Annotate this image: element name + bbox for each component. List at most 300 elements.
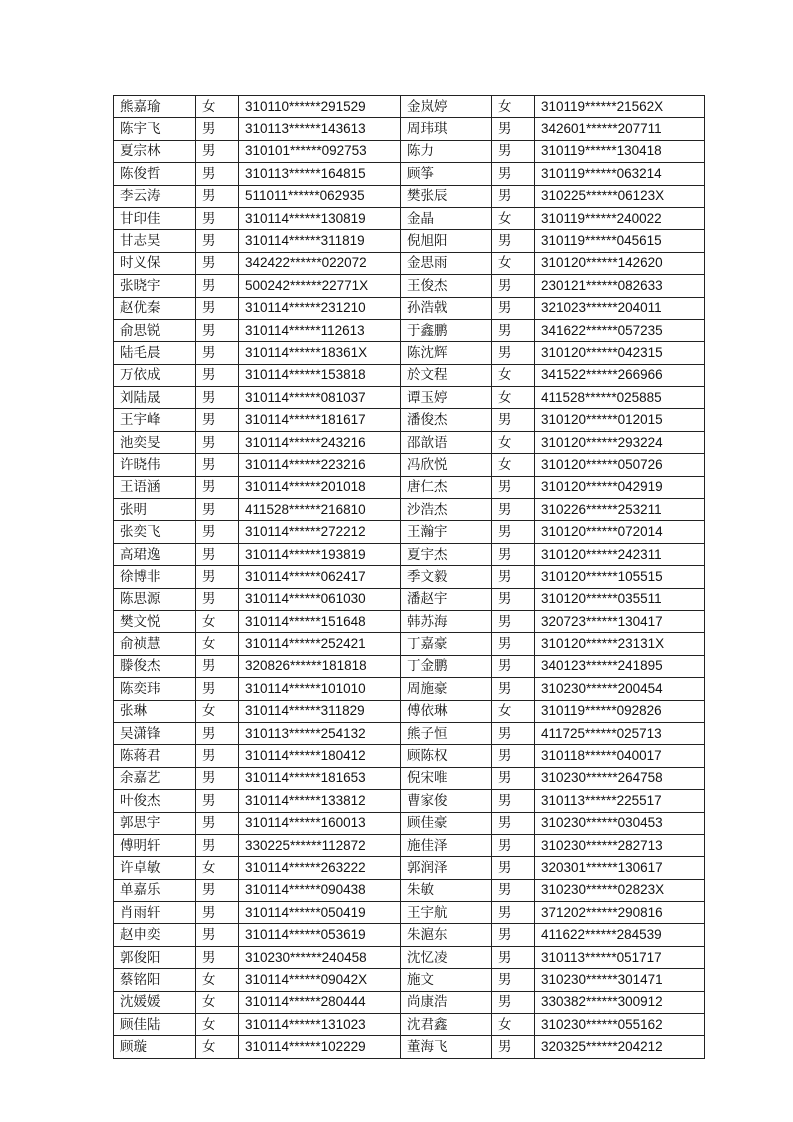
id-number-right: 310119******045615 [535,230,705,252]
student-name-right: 孙浩戟 [401,297,492,319]
table-row [114,879,705,901]
student-name-left: 池奕旻 [114,431,196,453]
table-row [114,499,705,521]
id-number-right: 310120******042315 [535,342,705,364]
gender-right: 男 [492,342,535,364]
student-name-left: 叶俊杰 [114,790,196,812]
student-name-left: 单嘉乐 [114,879,196,901]
id-number-right: 340123******241895 [535,655,705,677]
id-number-right: 320301******130617 [535,857,705,879]
student-name-left: 陈奕玮 [114,678,196,700]
gender-left: 女 [196,1014,239,1036]
gender-left: 男 [196,297,239,319]
table-row [114,991,705,1013]
student-name-left: 张明 [114,499,196,521]
gender-right: 男 [492,678,535,700]
id-number-right: 341522******266966 [535,364,705,386]
id-number-left: 310114******263222 [239,857,401,879]
student-name-left: 许晓伟 [114,454,196,476]
student-name-left: 甘印佳 [114,207,196,229]
student-name-right: 冯欣悦 [401,454,492,476]
gender-left: 男 [196,163,239,185]
gender-left: 男 [196,946,239,968]
id-number-left: 310114******181617 [239,409,401,431]
gender-left: 男 [196,902,239,924]
id-number-right: 310230******282713 [535,834,705,856]
student-name-right: 沈忆凌 [401,946,492,968]
gender-left: 男 [196,364,239,386]
gender-left: 男 [196,790,239,812]
table-row [114,207,705,229]
gender-left: 男 [196,834,239,856]
gender-right: 男 [492,118,535,140]
student-name-left: 顾佳陆 [114,1014,196,1036]
id-number-right: 310230******055162 [535,1014,705,1036]
student-name-right: 周施豪 [401,678,492,700]
student-name-left: 陆毛晨 [114,342,196,364]
id-number-left: 310114******252421 [239,633,401,655]
gender-right: 男 [492,543,535,565]
id-number-right: 310120******105515 [535,566,705,588]
table-row [114,790,705,812]
table-row [114,700,705,722]
student-name-right: 金岚婷 [401,96,492,118]
gender-left: 男 [196,140,239,162]
id-number-left: 500242******22771X [239,275,401,297]
id-number-left: 310114******112613 [239,319,401,341]
student-name-left: 张晓宇 [114,275,196,297]
student-name-left: 赵优秦 [114,297,196,319]
id-number-right: 342601******207711 [535,118,705,140]
student-name-left: 万依成 [114,364,196,386]
gender-right: 男 [492,409,535,431]
table-row [114,96,705,118]
student-name-left: 郭思宇 [114,812,196,834]
gender-left: 男 [196,319,239,341]
gender-left: 男 [196,431,239,453]
id-number-right: 320723******130417 [535,610,705,632]
id-number-right: 310120******035511 [535,588,705,610]
student-name-right: 傅依琳 [401,700,492,722]
table-row [114,655,705,677]
gender-left: 女 [196,1036,239,1058]
gender-left: 男 [196,476,239,498]
id-number-right: 321023******204011 [535,297,705,319]
gender-left: 男 [196,499,239,521]
student-name-left: 沈媛媛 [114,991,196,1013]
id-number-right: 310230******301471 [535,969,705,991]
gender-left: 男 [196,767,239,789]
student-name-right: 顾陈权 [401,745,492,767]
gender-left: 男 [196,566,239,588]
gender-right: 男 [492,1036,535,1058]
student-name-left: 俞祯慧 [114,633,196,655]
gender-right: 男 [492,991,535,1013]
roster-sheet [113,95,705,1059]
id-number-right: 310120******072014 [535,521,705,543]
id-number-left: 310114******223216 [239,454,401,476]
table-row [114,431,705,453]
student-name-left: 时义保 [114,252,196,274]
gender-left: 女 [196,633,239,655]
student-name-left: 甘志昊 [114,230,196,252]
student-name-left: 俞思锐 [114,319,196,341]
student-name-right: 于鑫鹏 [401,319,492,341]
gender-left: 男 [196,678,239,700]
student-name-left: 樊文悦 [114,610,196,632]
gender-right: 男 [492,924,535,946]
gender-left: 男 [196,409,239,431]
id-number-left: 310114******062417 [239,566,401,588]
gender-right: 男 [492,476,535,498]
student-name-right: 丁嘉豪 [401,633,492,655]
id-number-left: 310114******160013 [239,812,401,834]
id-number-right: 310230******02823X [535,879,705,901]
table-row [114,946,705,968]
gender-left: 女 [196,96,239,118]
gender-left: 男 [196,722,239,744]
id-number-left: 310114******18361X [239,342,401,364]
table-row [114,230,705,252]
id-number-right: 310119******240022 [535,207,705,229]
student-name-right: 施佳泽 [401,834,492,856]
gender-left: 男 [196,521,239,543]
gender-left: 女 [196,969,239,991]
gender-left: 男 [196,454,239,476]
id-number-right: 310120******242311 [535,543,705,565]
student-name-left: 肖雨轩 [114,902,196,924]
id-number-right: 310226******253211 [535,499,705,521]
table-row [114,812,705,834]
id-number-left: 310113******164815 [239,163,401,185]
table-row [114,767,705,789]
student-name-right: 樊张辰 [401,185,492,207]
table-row [114,857,705,879]
student-name-right: 金晶 [401,207,492,229]
gender-right: 男 [492,297,535,319]
table-row [114,543,705,565]
gender-left: 男 [196,745,239,767]
id-number-right: 310120******042919 [535,476,705,498]
id-number-left: 310114******272212 [239,521,401,543]
id-number-left: 310114******053619 [239,924,401,946]
id-number-left: 310114******311829 [239,700,401,722]
id-number-right: 310113******051717 [535,946,705,968]
id-number-right: 310113******225517 [535,790,705,812]
gender-right: 男 [492,655,535,677]
student-name-left: 陈蒋君 [114,745,196,767]
gender-right: 男 [492,745,535,767]
table-row [114,924,705,946]
id-number-left: 310101******092753 [239,140,401,162]
gender-left: 男 [196,655,239,677]
id-number-left: 411528******216810 [239,499,401,521]
table-row [114,118,705,140]
student-name-right: 於文程 [401,364,492,386]
id-number-right: 310120******142620 [535,252,705,274]
gender-right: 男 [492,230,535,252]
gender-right: 女 [492,96,535,118]
id-number-right: 310118******040017 [535,745,705,767]
id-number-left: 310114******193819 [239,543,401,565]
student-name-right: 丁金鹏 [401,655,492,677]
id-number-left: 330225******112872 [239,834,401,856]
gender-right: 女 [492,252,535,274]
id-number-right: 411528******025885 [535,387,705,409]
student-name-right: 陈力 [401,140,492,162]
gender-left: 男 [196,387,239,409]
gender-right: 男 [492,633,535,655]
gender-right: 男 [492,163,535,185]
table-row [114,588,705,610]
gender-left: 男 [196,185,239,207]
table-row [114,1014,705,1036]
gender-left: 男 [196,342,239,364]
gender-right: 男 [492,588,535,610]
id-number-left: 310114******201018 [239,476,401,498]
student-name-left: 张琳 [114,700,196,722]
id-number-left: 310114******153818 [239,364,401,386]
student-name-right: 金思雨 [401,252,492,274]
gender-right: 女 [492,431,535,453]
gender-right: 男 [492,185,535,207]
table-row [114,678,705,700]
id-number-right: 310120******23131X [535,633,705,655]
gender-right: 女 [492,364,535,386]
gender-right: 男 [492,879,535,901]
student-name-right: 倪宋唯 [401,767,492,789]
id-number-left: 310114******101010 [239,678,401,700]
table-row [114,902,705,924]
table-row [114,969,705,991]
id-number-left: 310230******240458 [239,946,401,968]
table-row [114,319,705,341]
table-row [114,409,705,431]
student-name-right: 沙浩杰 [401,499,492,521]
table-row [114,476,705,498]
id-number-left: 310114******130819 [239,207,401,229]
id-number-right: 371202******290816 [535,902,705,924]
gender-right: 男 [492,140,535,162]
id-number-left: 310114******09042X [239,969,401,991]
student-name-right: 韩苏海 [401,610,492,632]
gender-left: 男 [196,252,239,274]
gender-left: 女 [196,991,239,1013]
gender-left: 女 [196,700,239,722]
id-number-right: 411725******025713 [535,722,705,744]
student-name-right: 沈君鑫 [401,1014,492,1036]
table-row [114,722,705,744]
gender-right: 男 [492,946,535,968]
student-name-right: 王俊杰 [401,275,492,297]
id-number-left: 310114******180412 [239,745,401,767]
id-number-right: 411622******284539 [535,924,705,946]
gender-right: 女 [492,1014,535,1036]
gender-right: 男 [492,499,535,521]
id-number-right: 310119******130418 [535,140,705,162]
gender-right: 男 [492,521,535,543]
gender-right: 女 [492,207,535,229]
id-number-left: 310114******081037 [239,387,401,409]
student-name-right: 唐仁杰 [401,476,492,498]
student-name-left: 陈宇飞 [114,118,196,140]
id-number-left: 310114******131023 [239,1014,401,1036]
student-name-left: 赵申奕 [114,924,196,946]
table-row [114,521,705,543]
gender-right: 男 [492,722,535,744]
id-number-left: 310114******243216 [239,431,401,453]
id-number-right: 320325******204212 [535,1036,705,1058]
id-number-right: 310225******06123X [535,185,705,207]
table-row [114,364,705,386]
student-name-right: 陈沈辉 [401,342,492,364]
id-number-left: 310113******254132 [239,722,401,744]
gender-right: 男 [492,969,535,991]
table-row [114,163,705,185]
gender-left: 男 [196,118,239,140]
id-number-left: 310114******133812 [239,790,401,812]
gender-right: 男 [492,857,535,879]
table-row [114,185,705,207]
student-name-right: 熊子恒 [401,722,492,744]
gender-right: 男 [492,790,535,812]
id-number-right: 310120******050726 [535,454,705,476]
id-number-left: 310114******311819 [239,230,401,252]
gender-right: 男 [492,610,535,632]
student-name-left: 滕俊杰 [114,655,196,677]
gender-right: 男 [492,275,535,297]
student-name-right: 顾筝 [401,163,492,185]
id-number-left: 310110******291529 [239,96,401,118]
table-row [114,342,705,364]
student-name-left: 陈思源 [114,588,196,610]
student-name-right: 季文毅 [401,566,492,588]
id-number-right: 230121******082633 [535,275,705,297]
student-name-right: 谭玉婷 [401,387,492,409]
student-name-left: 陈俊哲 [114,163,196,185]
roster-body [114,96,705,1059]
id-number-right: 310119******21562X [535,96,705,118]
student-name-left: 蔡铭阳 [114,969,196,991]
id-number-left: 310114******231210 [239,297,401,319]
table-row [114,834,705,856]
gender-right: 女 [492,700,535,722]
student-name-left: 徐博非 [114,566,196,588]
id-number-right: 310120******012015 [535,409,705,431]
student-name-left: 李云涛 [114,185,196,207]
student-name-left: 王宇峰 [114,409,196,431]
student-name-right: 王宇航 [401,902,492,924]
student-name-right: 潘赵宇 [401,588,492,610]
student-name-left: 王语涵 [114,476,196,498]
id-number-left: 310114******280444 [239,991,401,1013]
table-row [114,610,705,632]
id-number-right: 310230******200454 [535,678,705,700]
student-name-left: 熊嘉瑜 [114,96,196,118]
id-number-left: 310114******061030 [239,588,401,610]
table-row [114,252,705,274]
table-row [114,454,705,476]
student-name-right: 夏宇杰 [401,543,492,565]
student-name-left: 郭俊阳 [114,946,196,968]
student-name-right: 顾佳豪 [401,812,492,834]
table-row [114,387,705,409]
student-name-left: 余嘉艺 [114,767,196,789]
id-number-left: 310114******102229 [239,1036,401,1058]
student-name-right: 朱敏 [401,879,492,901]
gender-right: 男 [492,812,535,834]
table-row [114,1036,705,1058]
id-number-left: 310114******090438 [239,879,401,901]
id-number-left: 320826******181818 [239,655,401,677]
gender-left: 男 [196,879,239,901]
student-name-left: 夏宗林 [114,140,196,162]
table-row [114,633,705,655]
id-number-right: 310120******293224 [535,431,705,453]
gender-right: 男 [492,902,535,924]
student-name-right: 施文 [401,969,492,991]
table-row [114,566,705,588]
gender-left: 男 [196,588,239,610]
id-number-right: 310230******264758 [535,767,705,789]
gender-left: 男 [196,812,239,834]
student-name-left: 张奕飞 [114,521,196,543]
student-name-right: 董海飞 [401,1036,492,1058]
student-name-right: 潘俊杰 [401,409,492,431]
student-name-left: 傅明轩 [114,834,196,856]
table-row [114,140,705,162]
student-name-right: 朱滬东 [401,924,492,946]
gender-right: 男 [492,767,535,789]
id-number-right: 310230******030453 [535,812,705,834]
gender-left: 男 [196,230,239,252]
student-name-right: 尚康浩 [401,991,492,1013]
student-name-right: 周玮琪 [401,118,492,140]
gender-right: 男 [492,319,535,341]
student-name-right: 邵歆语 [401,431,492,453]
id-number-left: 310113******143613 [239,118,401,140]
roster-table [113,95,705,1059]
student-name-left: 高珺逸 [114,543,196,565]
table-row [114,745,705,767]
id-number-right: 310119******063214 [535,163,705,185]
id-number-left: 310114******050419 [239,902,401,924]
student-name-left: 许卓敏 [114,857,196,879]
gender-right: 男 [492,834,535,856]
student-name-left: 吴潇锋 [114,722,196,744]
gender-left: 女 [196,610,239,632]
gender-left: 女 [196,857,239,879]
gender-right: 男 [492,566,535,588]
gender-left: 男 [196,207,239,229]
table-row [114,297,705,319]
gender-left: 男 [196,924,239,946]
id-number-right: 341622******057235 [535,319,705,341]
id-number-left: 342422******022072 [239,252,401,274]
gender-right: 女 [492,387,535,409]
id-number-right: 310119******092826 [535,700,705,722]
student-name-left: 刘陆晟 [114,387,196,409]
student-name-right: 曹家俊 [401,790,492,812]
table-row [114,275,705,297]
student-name-left: 顾璇 [114,1036,196,1058]
student-name-right: 郭润泽 [401,857,492,879]
id-number-left: 310114******151648 [239,610,401,632]
gender-left: 男 [196,275,239,297]
gender-right: 女 [492,454,535,476]
id-number-right: 330382******300912 [535,991,705,1013]
gender-left: 男 [196,543,239,565]
